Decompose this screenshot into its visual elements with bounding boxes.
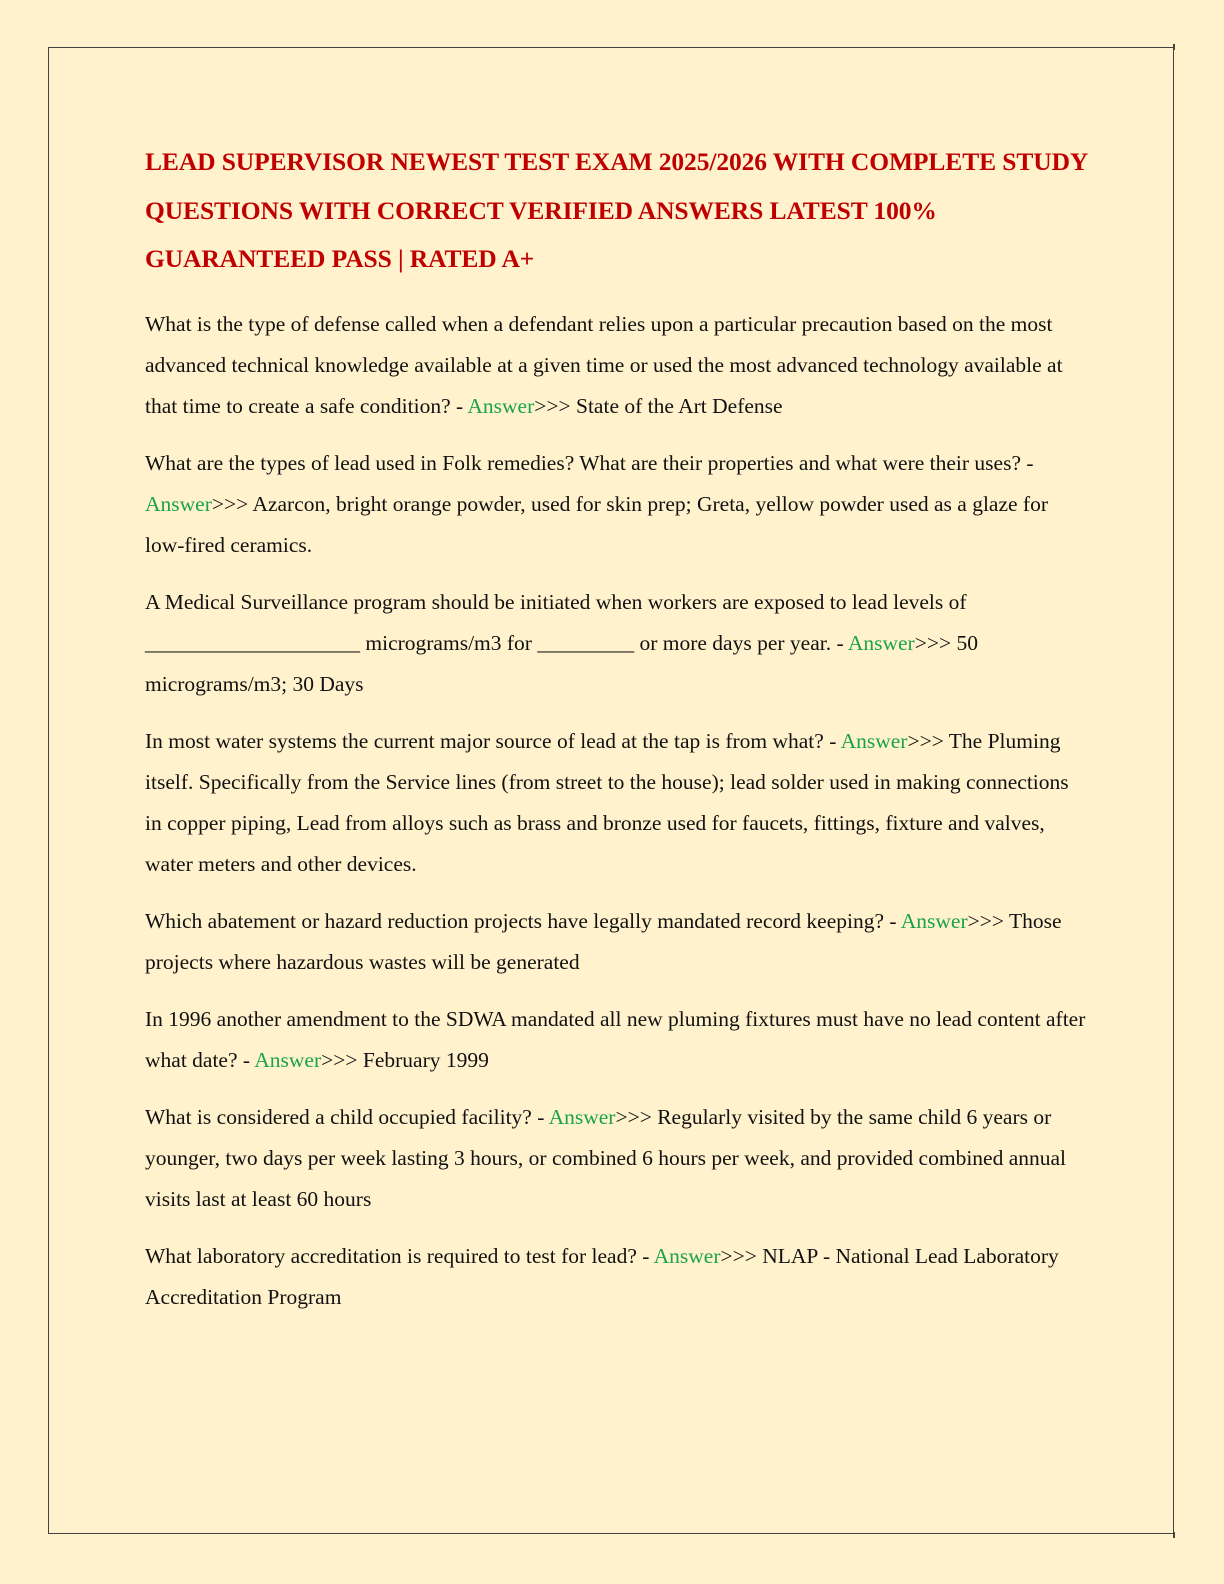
- qa-item: [145, 999, 1090, 1081]
- answer-text: >>> Regularly visited by the same child 6 years or younger, two days per week lasting 3 hours, or combined 6 hours per week, and provided combined annual visits last at least 60 hours: [145, 1104, 1067, 1211]
- answer-label: Answer: [653, 1243, 721, 1268]
- document-title: LEAD SUPERVISOR NEWEST TEST EXAM 2025/2026 WITH COMPLETE STUDY QUESTIONS WITH CORRECT VERIFIED ANSWERS LATEST 100% GUARANTEED PASS | RATED A+: [145, 147, 1088, 273]
- answer-label: Answer: [847, 630, 915, 655]
- qa-item: [145, 721, 1090, 885]
- qa-item: [145, 443, 1090, 566]
- answer-text: >>> Azarcon, bright orange powder, used for skin prep; Greta, yellow powder used as a glaze for low-fired ceramics.: [145, 491, 1048, 557]
- document-content: [145, 138, 1090, 1334]
- answer-text: >>> State of the Art Defense: [534, 393, 783, 418]
- question-text: What laboratory accreditation is required to test for lead? -: [145, 1243, 654, 1268]
- answer-label: Answer: [900, 908, 968, 933]
- qa-item: [145, 901, 1090, 983]
- answer-text: >>> NLAP - National Lead Laboratory Accreditation Program: [145, 1243, 1059, 1309]
- answer-label: Answer: [548, 1104, 616, 1129]
- answer-text: >>> 50 micrograms/m3; 30 Days: [145, 630, 978, 696]
- qa-item: [145, 304, 1090, 427]
- border-corner-mark: [1173, 1532, 1175, 1538]
- question-text: What is considered a child occupied facility? -: [145, 1104, 549, 1129]
- question-text: In 1996 another amendment to the SDWA mandated all new pluming fixtures must have no lead content after what date? -: [145, 1006, 1086, 1072]
- qa-item: [145, 582, 1090, 705]
- qa-item: [145, 1097, 1090, 1220]
- answer-text: >>> February 1999: [321, 1047, 489, 1072]
- answer-label: Answer: [254, 1047, 322, 1072]
- question-text: A Medical Surveillance program should be initiated when workers are exposed to lead levels of ____________________ micrograms/m3 for _________ or more days per year. -: [145, 589, 967, 655]
- question-text: What are the types of lead used in Folk remedies? What are their properties and what were their uses? -: [145, 450, 1034, 475]
- answer-label: Answer: [467, 393, 535, 418]
- answer-label: Answer: [840, 728, 908, 753]
- answer-label: Answer: [145, 491, 212, 516]
- border-corner-mark: [1173, 44, 1175, 50]
- question-text: What is the type of defense called when a defendant relies upon a particular precaution based on the most advanced technical knowledge available at a given time or used the most advanced technology available at that time to create a safe condition? -: [145, 311, 1063, 418]
- question-text: In most water systems the current major source of lead at the tap is from what? -: [145, 728, 841, 753]
- question-text: Which abatement or hazard reduction projects have legally mandated record keeping? -: [145, 908, 901, 933]
- qa-item: [145, 1236, 1090, 1318]
- answer-text: >>> Those projects where hazardous wastes will be generated: [145, 908, 1062, 974]
- answer-text: >>> The Pluming itself. Specifically from the Service lines (from street to the house); lead solder used in making connections in copper piping, Lead from alloys such as brass and bronze used for faucets, fittings, fixture and valves, water meters and other devices.: [145, 728, 1069, 876]
